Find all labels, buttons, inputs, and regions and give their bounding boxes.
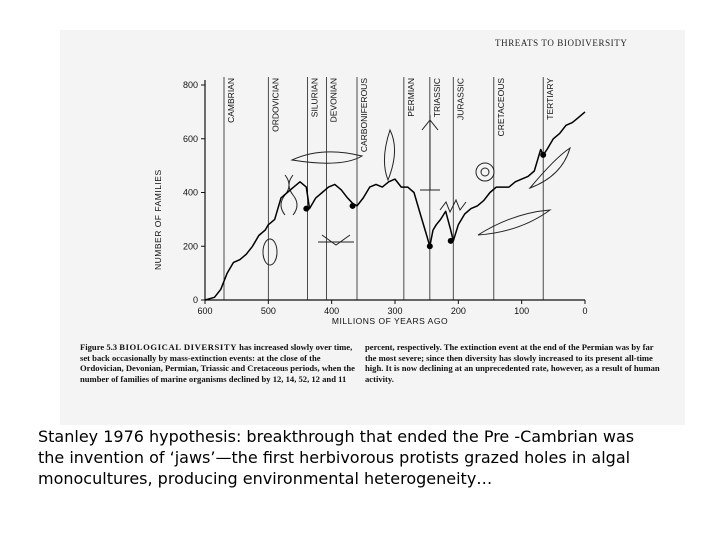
crinoid-icon	[420, 115, 440, 190]
y-tick-label: 800	[182, 80, 198, 90]
period-label: CRETACEOUS	[495, 78, 506, 137]
y-tick-label: 600	[182, 133, 198, 144]
extinction-point	[303, 206, 309, 212]
x-tick-label: 600	[197, 306, 213, 316]
y-tick-label: 0	[192, 295, 198, 305]
brachiopod-icon	[318, 235, 354, 245]
trilobite-icon	[263, 239, 277, 265]
extinction-markers	[303, 152, 546, 249]
y-tick-label: 400	[182, 187, 198, 198]
extinction-point	[540, 152, 546, 158]
period-label: ORDOVICIAN	[270, 78, 281, 132]
period-label: SILURIAN	[309, 78, 320, 118]
bony-fish-icon	[530, 148, 570, 188]
y-tick-label: 200	[182, 241, 198, 252]
figure-label: Figure 5.3	[80, 342, 118, 352]
x-tick-label: 100	[514, 306, 530, 316]
period-lines	[224, 77, 555, 300]
extinction-point	[448, 238, 454, 244]
x-tick-label: 0	[582, 306, 588, 316]
x-tick-label: 200	[450, 306, 466, 316]
caption-left-text: has increased slowly over time, set back occasionally by mass-extinction events: at the close of the Ordovician, Devonian, Permian, Triassic and Cretaceous periods, when the number of families of marine organisms declined by 12, 14, 52, 12 and 11	[80, 342, 355, 384]
extinction-point	[350, 203, 356, 209]
ichthyosaur-icon	[478, 210, 550, 235]
period-label: CAMBRIAN	[226, 78, 236, 123]
figure-caption-right: percent, respectively. The extinction event at the end of the Permian was by far the most severe; since then diversity has slowly increased to its present all-time high. It is now declining at an unprecedented rate, however, as a result of human activity.	[365, 342, 660, 384]
fossil-illustrations	[263, 115, 570, 265]
x-tick-label: 400	[324, 306, 340, 316]
x-tick-label: 500	[260, 306, 276, 316]
biodiversity-chart	[60, 30, 685, 330]
figure-heading: BIOLOGICAL DIVERSITY	[119, 342, 238, 352]
ammonite-inner-icon	[481, 168, 489, 176]
horn-coral-icon	[384, 130, 394, 180]
period-label: TRIASSIC	[431, 78, 442, 118]
ammonite-icon	[476, 163, 494, 181]
extinction-point	[427, 243, 433, 249]
period-label: DEVONIAN	[328, 78, 339, 123]
period-label: CARBONIFEROUS	[359, 78, 369, 153]
page-header: THREATS TO BIODIVERSITY	[495, 38, 628, 48]
series-layer	[205, 112, 585, 300]
period-label: TERTIARY	[545, 78, 556, 120]
tick-labels	[183, 80, 588, 316]
axes	[201, 80, 585, 304]
slide-body-text: Stanley 1976 hypothesis: breakthrough that ended the Pre -Cambrian was the invention of ‘jaws’—the first herbivorous protists grazed holes in algal monocultures, producing environmental heterogeneity…	[38, 427, 635, 488]
figure-caption-left	[80, 342, 355, 384]
diversity-line	[205, 112, 585, 300]
x-axis-title: MILLIONS OF YEARS AGO	[331, 316, 449, 326]
x-tick-label: 300	[387, 306, 403, 316]
y-axis-title: NUMBER OF FAMILIES	[153, 169, 163, 270]
period-label: PERMIAN	[405, 78, 416, 117]
scanned-figure	[60, 30, 685, 425]
period-label: JURASSIC	[455, 78, 466, 121]
